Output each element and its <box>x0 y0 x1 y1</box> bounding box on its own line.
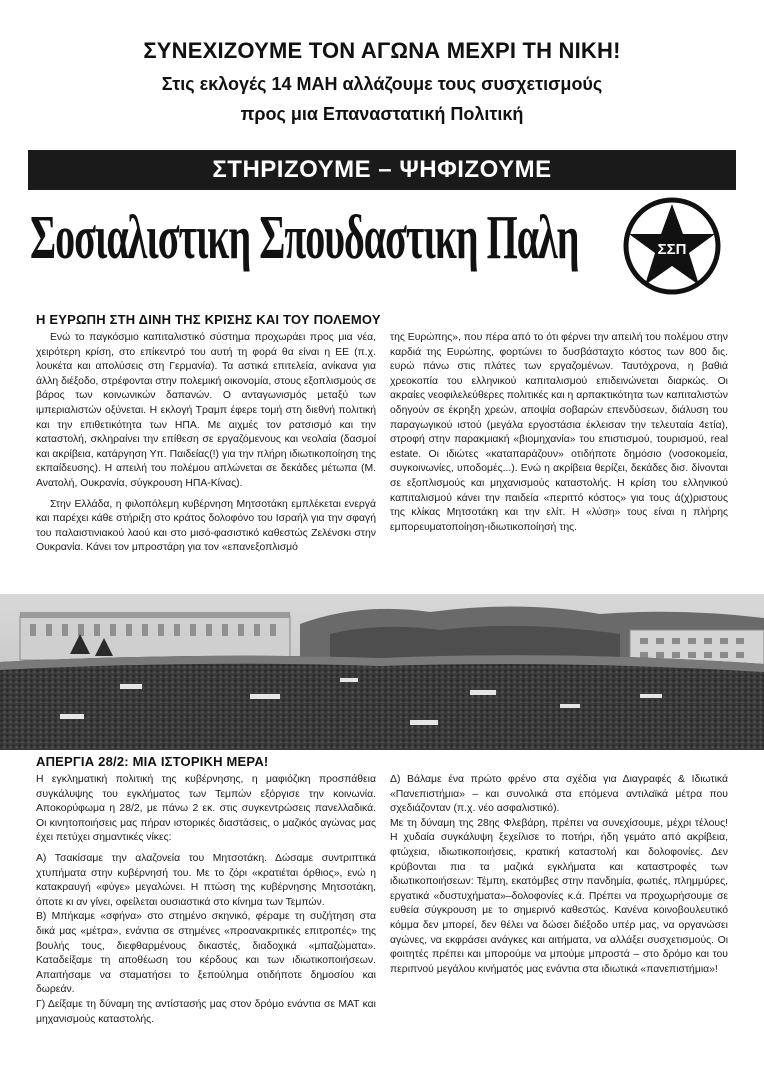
paragraph: Στην Ελλάδα, η φιλοπόλεμη κυβέρνηση Μητσοτάκη εμπλέκεται ενεργά και παρέχει κάθε στήριξη στο κράτος δολοφόνο του Ισραήλ για την σφαγή του παλαιστινιακού λαού και στο μισό-φασιστικό καθεστώς Ζελένσκι στην Ουκρανία. Κάνει τον μπροστάρη για τον «επανεξοπλισμό <box>36 498 376 554</box>
star-logo-icon <box>622 196 722 296</box>
section-strike-left-column <box>36 773 376 1027</box>
headline-slogan: ΣΥΝΕΧΙΖΟΥΜΕ ΤΟΝ ΑΓΩΝΑ ΜΕΧΡΙ ΤΗ ΝΙΚΗ! <box>143 38 621 63</box>
paragraph: Δ) Βάλαμε ένα πρώτο φρένο στα σχέδια για Διαγραφές & Ιδιωτικά «Πανεπιστήμια» – και συνολικά στα επόμενα αντιλαϊκά μέτρα που σχεδιάζονταν (π.χ. νέο ασφαλιστικό). <box>390 774 728 815</box>
banner-text: ΣΤΗΡΙΖΟΥΜΕ – ΨΗΦΙΖΟΥΜΕ <box>212 156 552 183</box>
section-europe-left-column <box>36 331 376 556</box>
masthead-title: Σοσιαλιστικη Σπουδαστικη Παλη <box>30 202 579 273</box>
headline-elections: Στις εκλογές 14 ΜΑΗ αλλάζουμε τους συσχετισμούς <box>161 74 603 94</box>
paragraph: Με τη δύναμη της 28ης Φλεβάρη, πρέπει να συνεχίσουμε, μέχρι τέλους! Η χυδαία συγκάλυψη ξεχείλισε το ποτήρι, ήδη γεμάτο από ακρίβεια, φτώχεια, ιδιωτικοποιήσεις, κρατική καταστολή και δολοφονίες. Δεν κρύβονται πια τα μαζικά εγκλήματα και καταστροφές των ιδιωτικοποιήσεων: Τέμπη, εκατόμβες στην πανδημία, φωτιές, πλημμύρες, εργατικά «δυστυχήματα»–δολοφονίες κ.ά. Πρέπει να προχωρήσουμε σε ευθεία σύγκρουση με το σημερινό καθεστώς. Κανένα κοινοβουλευτικό κόμμα δεν μπορεί, δεν θέλει να δώσει διέξοδο υπέρ μας, να οργανώσει αγώνες, να εκφράσει ανάγκες και αιτήματα, να αλλάξει συσχετισμούς. Οι φοιτητές πρέπει και μπορούμε να μπούμε μπροστά – στο δρόμο και του περιπνού μεγάλου κινήματός μας ενάντια στα ιδιωτικά «πανεπιστήμια»! <box>390 817 728 975</box>
paragraph: Γ) Δείξαμε τη δύναμη της αντίστασής μας στον δρόμο ενάντια σε ΜΑΤ και μηχανισμούς καταστολής. <box>36 998 376 1025</box>
paragraph: Η εγκληματική πολιτική της κυβέρνησης, η μαφιόζικη προσπάθεια συγκάλυψης του εγκλήματος των Τεμπών εξόργισε την κοινωνία. Αποκορύφωμα η 28/2, με πάνω 2 εκ. στις συγκεντρώσεις πανελλαδικά. Οι κινητοποιήσεις μας πήραν ιστορικές διαστάσεις, ο μαζικός αγώνας μας έχει πετύχει σημαντικές νίκες: <box>36 774 376 844</box>
paragraph: Β) Μπήκαμε «σφήνα» στο στημένο σκηνικό, φέραμε τη συζήτηση στα δικά μας «μέτρα», ενάντια σε στημένες «προανακριτικές επιτροπές» της βουλής τους, διεφθαρμένους δικαστές, διαδοχικά «μπαζώματα». Καταδείξαμε τη αποθέωση του κέρδους και των ιδιωτικοποιήσεων. Απαιτήσαμε να σταματήσει το ξεπούλημα οτιδήποτε δημοσίου και δωρεάν. <box>36 911 376 996</box>
section-europe-title: Η ΕΥΡΩΠΗ ΣΤΗ ΔΙΝΗ ΤΗΣ ΚΡΙΣΗΣ ΚΑΙ ΤΟΥ ΠΟΛΕΜΟΥ <box>36 312 381 327</box>
section-strike-right-column <box>390 773 728 977</box>
section-europe-right-column <box>390 331 728 535</box>
protest-crowd-photo <box>0 594 764 750</box>
paragraph: Α) Τσακίσαμε την αλαζονεία του Μητσοτάκη. Δώσαμε συντριπτικά χτυπήματα στην κυβέρνησή του. Με το ζόρι «κρατιέται όρθιος», ενώ η κατακραυγή «φύγε» μεγαλώνει. Η πτώση της κυβέρνησης Μητσοτάκη, όποτε κι αν γίνει, οφείλεται ουσιαστικά στο κίνημα των Τεμπών. <box>36 852 376 908</box>
logo-text: ΣΣΠ <box>657 241 687 258</box>
paragraph: Ενώ το παγκόσμιο καπιταλιστικό σύστημα προχωράει προς μια νέα, χειρότερη κρίση, στο επίκεντρό του αυτή τη φορά θα είναι η ΕΕ (π.χ. λουκέτα και απολύσεις στη Γερμανία). Τα αστικά επιτελεία, ανίκανα για άλλη διέξοδο, στρέφονται στην πολεμική οικονομία, στους εξοπλισμούς σε βάρος των κοινωνικών δαπανών. Ο ανταγωνισμός μεταξύ των ιμπεριαλιστών οξύνεται. Η εκλογή Τραμπ έφερε τομή στη διεθνή πολιτική και την επιθετικότητα των ΗΠΑ. Με αιχμές τον ρατσισμό και την καταστολή, σκληραίνει την επίθεση σε εργαζόμενους και νεολαία (δασμοί και ακρίβεια, κατάργηση Υπ. Παιδείας(!) για την πλήρη ιδιωτικοποίηση της εκπαίδευσης). Η απειλή του πολέμου απλώνεται σε δεκάδες μέτωπα (Μ. Ανατολή, Ουκρανία, σύγκρουση ΗΠΑ-Κίνας). <box>36 332 376 489</box>
headline-policy: προς μια Επαναστατική Πολιτική <box>240 104 524 124</box>
paragraph: της Ευρώπης», που πέρα από το ότι φέρνει την απειλή του πολέμου στην καρδιά της Ευρώπης, φορτώνει το δυσβάσταχτο κόστος των 800 δις. ευρώ πάνω στις πλάτες των εργαζομένων. Ταυτόχρονα, η βαθιά χρεοκοπία του ελληνικού καπιταλισμού επιδεινώνεται διαρκώς. Οι ακραίες νεοφιλελεύθερες πολιτικές και η αρπακτικότητα των καπιταλιστών οδηγούν σε έκρηξη χρεών, αποψία σοβαρών επενδύσεων, διάλυση του παραγωγικού ιστού (μεγάλα εργοστάσια έκλεισαν την τελευταία 4ετία), στροφή στην παρακμιακή «βιομηχανία» του επιστισμού, τουρισμού, real estate. Οι ιδιώτες «καταπαράζουν» οτιδήποτε δημόσιο (νοσοκομεία, συγκοινωνίες, υποδομές...). Ενώ η ακρίβεια θερίζει, δεκάδες δισ. δίνονται σε εξοπλισμούς και μηχανισμούς καταστολής. Η κρίση του ελληνικού καπιταλισμού κάνει την παιδεία «περιττό κόστος» για τους ά(χ)ριστους της κλίκας Μητσοτάκη και την ελίτ. Η «λύση» τους είναι η πλήρης εμπορευματοποίηση-ιδιωτικοποίησή της. <box>390 332 728 533</box>
section-strike-title: ΑΠΕΡΓΙΑ 28/2: ΜΙΑ ΙΣΤΟΡΙΚΗ ΜΕΡΑ! <box>36 754 269 769</box>
